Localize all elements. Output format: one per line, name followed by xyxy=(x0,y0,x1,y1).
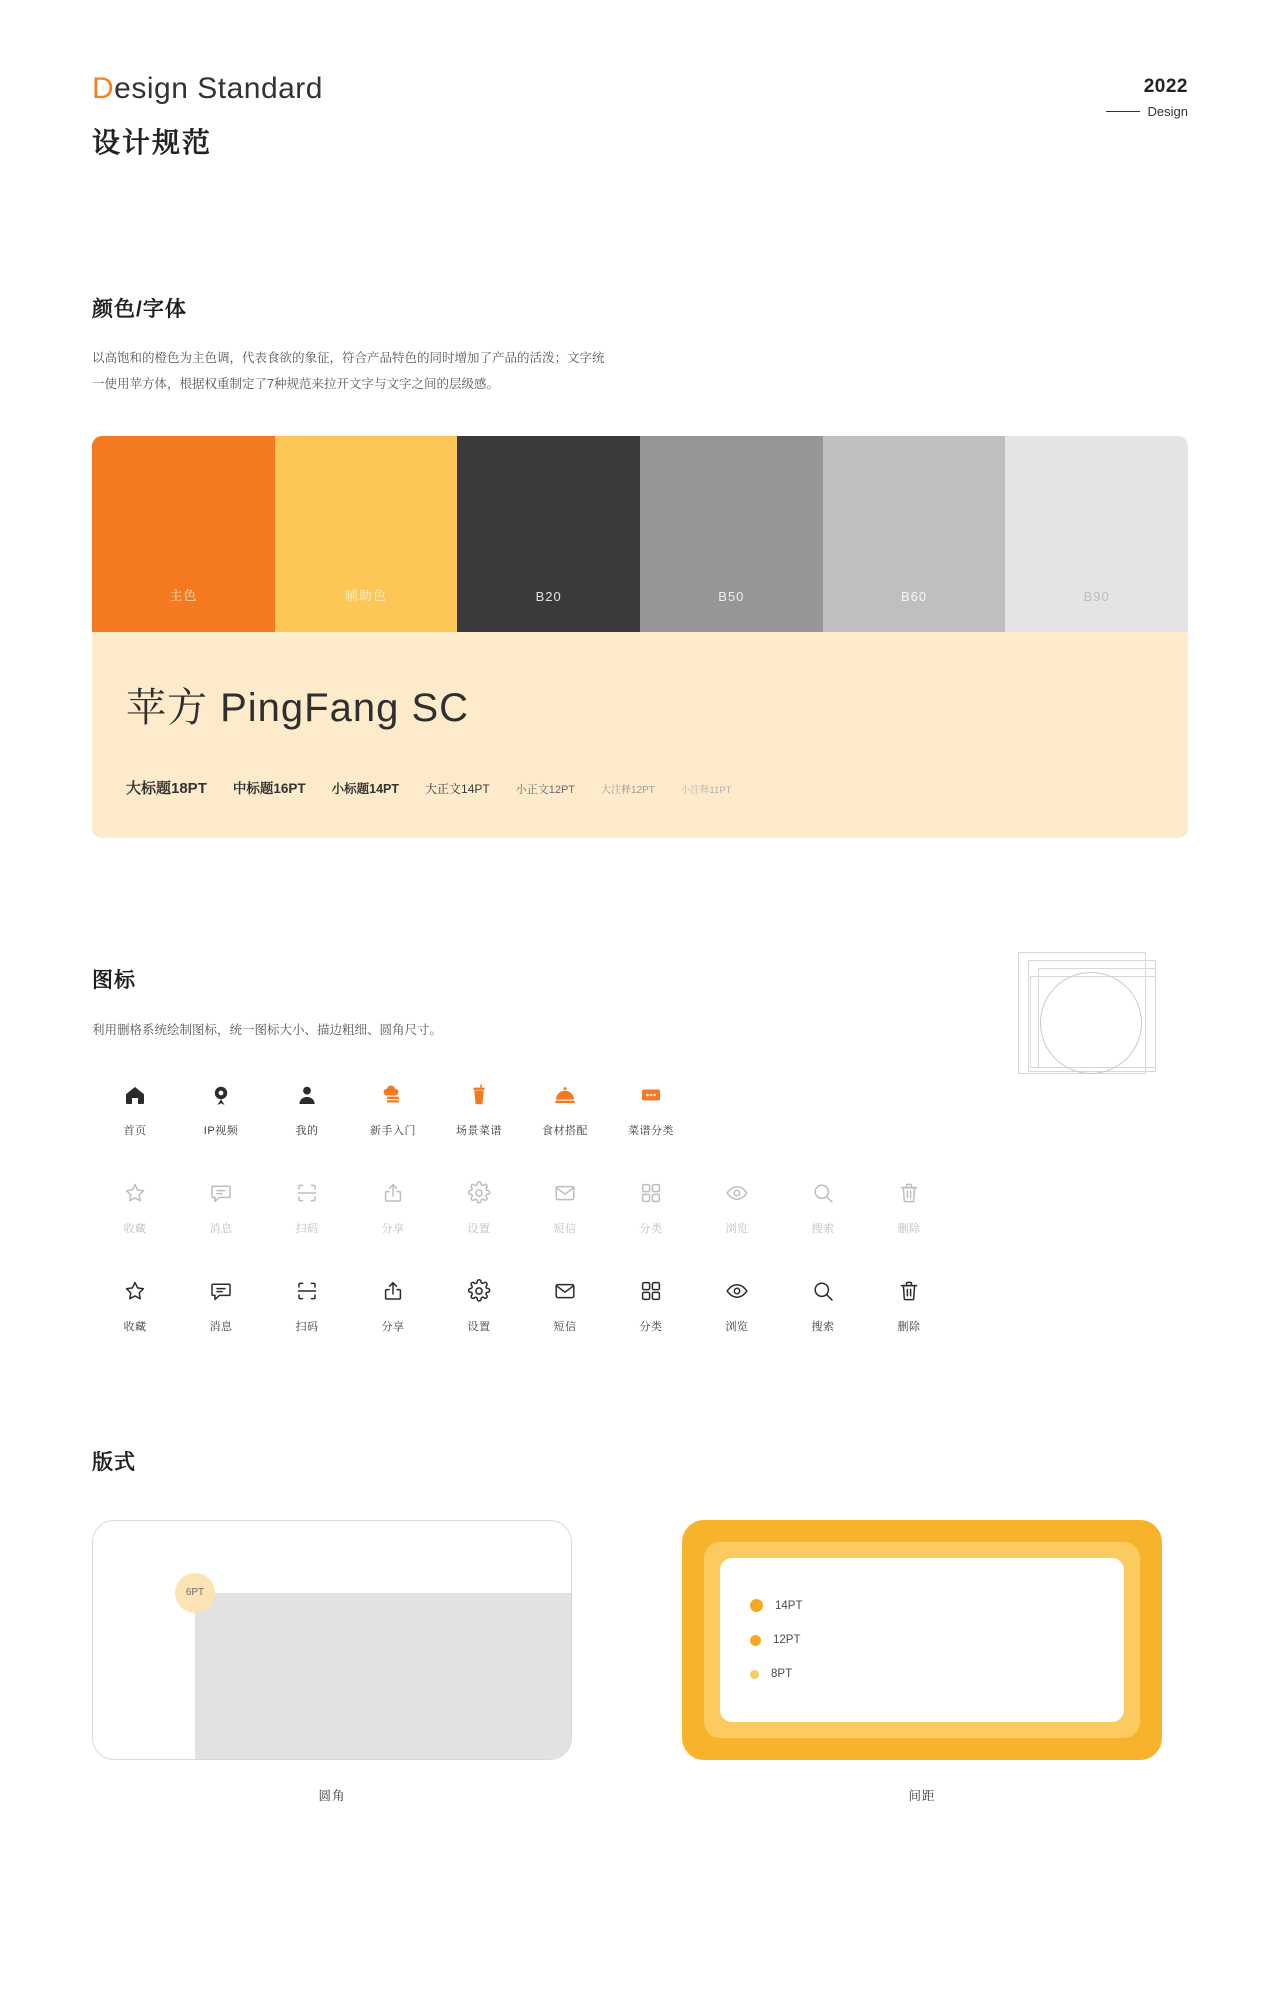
category-icon xyxy=(639,1278,663,1304)
icons-section-desc: 利用删格系统绘制图标，统一图标大小、描边粗细、圆角尺寸。 xyxy=(92,1022,443,1037)
icon-item[interactable] xyxy=(264,1180,350,1236)
cloche-icon xyxy=(553,1082,577,1108)
icon-item[interactable] xyxy=(780,1278,866,1334)
icon-label: 设置 xyxy=(467,1222,491,1235)
icon-label: 分类 xyxy=(639,1222,663,1235)
spacing-dot-icon xyxy=(750,1670,759,1679)
font-scale-item: 大注释12PT xyxy=(601,784,655,796)
icon-item[interactable] xyxy=(694,1180,780,1236)
page-title-en xyxy=(92,72,323,105)
radius-badge: 6PT xyxy=(175,1573,215,1613)
gear-icon xyxy=(467,1278,491,1304)
icon-label: 新手入门 xyxy=(370,1124,416,1137)
icon-label: 分享 xyxy=(381,1222,405,1235)
color-swatch-label: 主色 xyxy=(169,587,198,603)
color-swatch xyxy=(457,436,640,632)
search-icon xyxy=(811,1180,835,1206)
colors-typography-section xyxy=(0,293,1280,838)
radius-caption: 圆角 xyxy=(318,1788,346,1803)
ip-video-icon xyxy=(209,1082,233,1108)
icon-item[interactable] xyxy=(264,1082,350,1138)
share-icon xyxy=(381,1278,405,1304)
spacing-demo-inner xyxy=(720,1558,1124,1722)
icon-item[interactable] xyxy=(694,1278,780,1334)
color-swatch-label: 辅助色 xyxy=(345,587,388,603)
header-sub-label: Design xyxy=(1147,104,1188,119)
icon-item[interactable] xyxy=(608,1082,694,1138)
icon-label: 收藏 xyxy=(123,1222,147,1235)
colors-section-title: 颜色/字体 xyxy=(92,298,187,321)
icon-label: 分享 xyxy=(381,1320,405,1333)
icon-item[interactable] xyxy=(522,1180,608,1236)
eye-icon xyxy=(725,1278,749,1304)
radius-inner-block xyxy=(195,1593,571,1759)
icon-item[interactable] xyxy=(92,1278,178,1334)
icon-label: 短信 xyxy=(553,1320,577,1333)
icon-row xyxy=(92,1180,1188,1236)
envelope-icon xyxy=(553,1278,577,1304)
icon-label: 首页 xyxy=(123,1124,147,1137)
icon-item[interactable] xyxy=(608,1180,694,1236)
font-scale-row xyxy=(126,777,1154,798)
page-title-cn: 设计规范 xyxy=(92,127,213,158)
icon-label: IP视频 xyxy=(203,1124,239,1137)
icon-item[interactable] xyxy=(436,1180,522,1236)
icon-label: 食材搭配 xyxy=(542,1124,588,1137)
message-icon xyxy=(209,1180,233,1206)
spacing-item xyxy=(750,1668,1094,1680)
spacing-caption: 间距 xyxy=(908,1788,936,1803)
envelope-icon xyxy=(553,1180,577,1206)
scan-icon xyxy=(295,1180,319,1206)
spacing-label: 14PT xyxy=(775,1599,803,1612)
spacing-item xyxy=(750,1634,1094,1646)
spacing-dot-icon xyxy=(750,1599,763,1612)
color-swatch xyxy=(92,436,275,632)
grid-circle-guide xyxy=(1040,972,1142,1074)
drink-icon xyxy=(467,1082,491,1108)
icon-item[interactable] xyxy=(92,1082,178,1138)
header-year: 2022 xyxy=(1143,76,1188,97)
icon-label: 浏览 xyxy=(725,1320,749,1333)
color-swatch-label: B90 xyxy=(1083,588,1110,604)
title-rest: esign Standard xyxy=(114,72,323,105)
spacing-demo-outer xyxy=(682,1520,1162,1760)
icon-label: 搜索 xyxy=(811,1222,835,1235)
eye-icon xyxy=(725,1180,749,1206)
spacing-demo-column xyxy=(682,1520,1162,1804)
icon-label: 分类 xyxy=(639,1320,663,1333)
icon-item[interactable] xyxy=(178,1082,264,1138)
icon-item[interactable] xyxy=(92,1180,178,1236)
color-swatch-row xyxy=(92,436,1188,632)
color-swatch xyxy=(275,436,458,632)
icons-section-title: 图标 xyxy=(92,968,136,992)
radius-demo-card xyxy=(92,1520,572,1760)
trash-icon xyxy=(897,1278,921,1304)
icon-item[interactable] xyxy=(350,1180,436,1236)
font-scale-item: 中标题16PT xyxy=(232,780,306,796)
header-subtitle xyxy=(1106,104,1188,119)
font-scale-item: 大标题18PT xyxy=(126,779,207,797)
icon-label: 设置 xyxy=(467,1320,491,1333)
icon-item[interactable] xyxy=(178,1180,264,1236)
layout-section xyxy=(0,1446,1280,1884)
icon-row xyxy=(92,1278,1188,1334)
color-swatch-label: B60 xyxy=(900,588,928,604)
gear-icon xyxy=(467,1180,491,1206)
icon-item[interactable] xyxy=(264,1278,350,1334)
colors-section-desc: 以高饱和的橙色为主色调，代表食欲的象征，符合产品特色的同时增加了产品的活泼；文字统一使用苹方体，根据权重制定了7种规范来拉开文字与文字之间的层级感。 xyxy=(92,351,605,392)
icon-item[interactable] xyxy=(866,1180,952,1236)
icon-label: 扫码 xyxy=(295,1222,319,1235)
icon-item[interactable] xyxy=(436,1082,522,1138)
spacing-label: 8PT xyxy=(771,1668,793,1680)
icon-label: 删除 xyxy=(897,1222,921,1235)
radius-demo-column xyxy=(92,1520,572,1804)
menu-grid-icon xyxy=(639,1082,663,1108)
icon-item[interactable] xyxy=(608,1278,694,1334)
icon-item[interactable] xyxy=(522,1082,608,1138)
header-meta xyxy=(1106,72,1188,119)
icon-item[interactable] xyxy=(522,1278,608,1334)
icon-label: 搜索 xyxy=(811,1320,835,1333)
color-swatch-label: B50 xyxy=(718,588,745,604)
color-swatch xyxy=(823,436,1006,632)
spacing-label: 12PT xyxy=(773,1634,801,1646)
font-scale-item: 小标题14PT xyxy=(331,781,400,796)
icon-label: 菜谱分类 xyxy=(628,1124,674,1137)
font-scale-item: 大正文14PT xyxy=(425,781,490,796)
header-rule-divider xyxy=(1106,111,1140,112)
icon-label: 收藏 xyxy=(123,1320,147,1333)
title-block xyxy=(92,72,323,161)
color-swatch xyxy=(1005,436,1188,632)
icon-rows-container xyxy=(92,1082,1188,1334)
page-header xyxy=(0,0,1280,161)
font-scale-item: 小注释11PT xyxy=(680,784,732,796)
icon-item[interactable] xyxy=(436,1278,522,1334)
icon-item[interactable] xyxy=(350,1082,436,1138)
icon-item[interactable] xyxy=(866,1278,952,1334)
typography-panel xyxy=(92,632,1188,838)
color-swatch xyxy=(640,436,823,632)
icon-label: 短信 xyxy=(553,1222,577,1235)
icon-grid-guide xyxy=(1016,950,1188,1078)
layout-demos-row xyxy=(92,1520,1188,1804)
icon-label: 我的 xyxy=(295,1124,319,1137)
user-icon xyxy=(295,1082,319,1108)
icon-label: 消息 xyxy=(209,1320,233,1333)
share-icon xyxy=(381,1180,405,1206)
title-accent-letter: D xyxy=(92,72,115,105)
star-icon xyxy=(123,1278,147,1304)
spacing-demo-middle xyxy=(704,1542,1140,1738)
icon-item[interactable] xyxy=(350,1278,436,1334)
chef-hat-icon xyxy=(381,1082,405,1108)
font-sample-text: 苹方 PingFang SC xyxy=(126,685,470,730)
icon-label: 场景菜谱 xyxy=(456,1124,502,1137)
color-swatch-label: B20 xyxy=(535,588,562,604)
spacing-item xyxy=(750,1599,1094,1612)
spacing-dot-icon xyxy=(750,1635,761,1646)
icon-label: 删除 xyxy=(897,1320,921,1333)
star-icon xyxy=(123,1180,147,1206)
icon-item[interactable] xyxy=(780,1180,866,1236)
layout-section-title: 版式 xyxy=(92,1450,136,1474)
font-scale-item: 小正文12PT xyxy=(515,783,576,796)
scan-icon xyxy=(295,1278,319,1304)
home-icon xyxy=(123,1082,147,1108)
palette-card xyxy=(92,436,1188,838)
message-icon xyxy=(209,1278,233,1304)
icon-row xyxy=(92,1082,1188,1138)
icon-label: 消息 xyxy=(209,1222,233,1235)
icon-label: 扫码 xyxy=(295,1320,319,1333)
trash-icon xyxy=(897,1180,921,1206)
search-icon xyxy=(811,1278,835,1304)
icon-item[interactable] xyxy=(178,1278,264,1334)
category-icon xyxy=(639,1180,663,1206)
icons-section xyxy=(0,964,1280,1334)
icon-label: 浏览 xyxy=(725,1222,749,1235)
